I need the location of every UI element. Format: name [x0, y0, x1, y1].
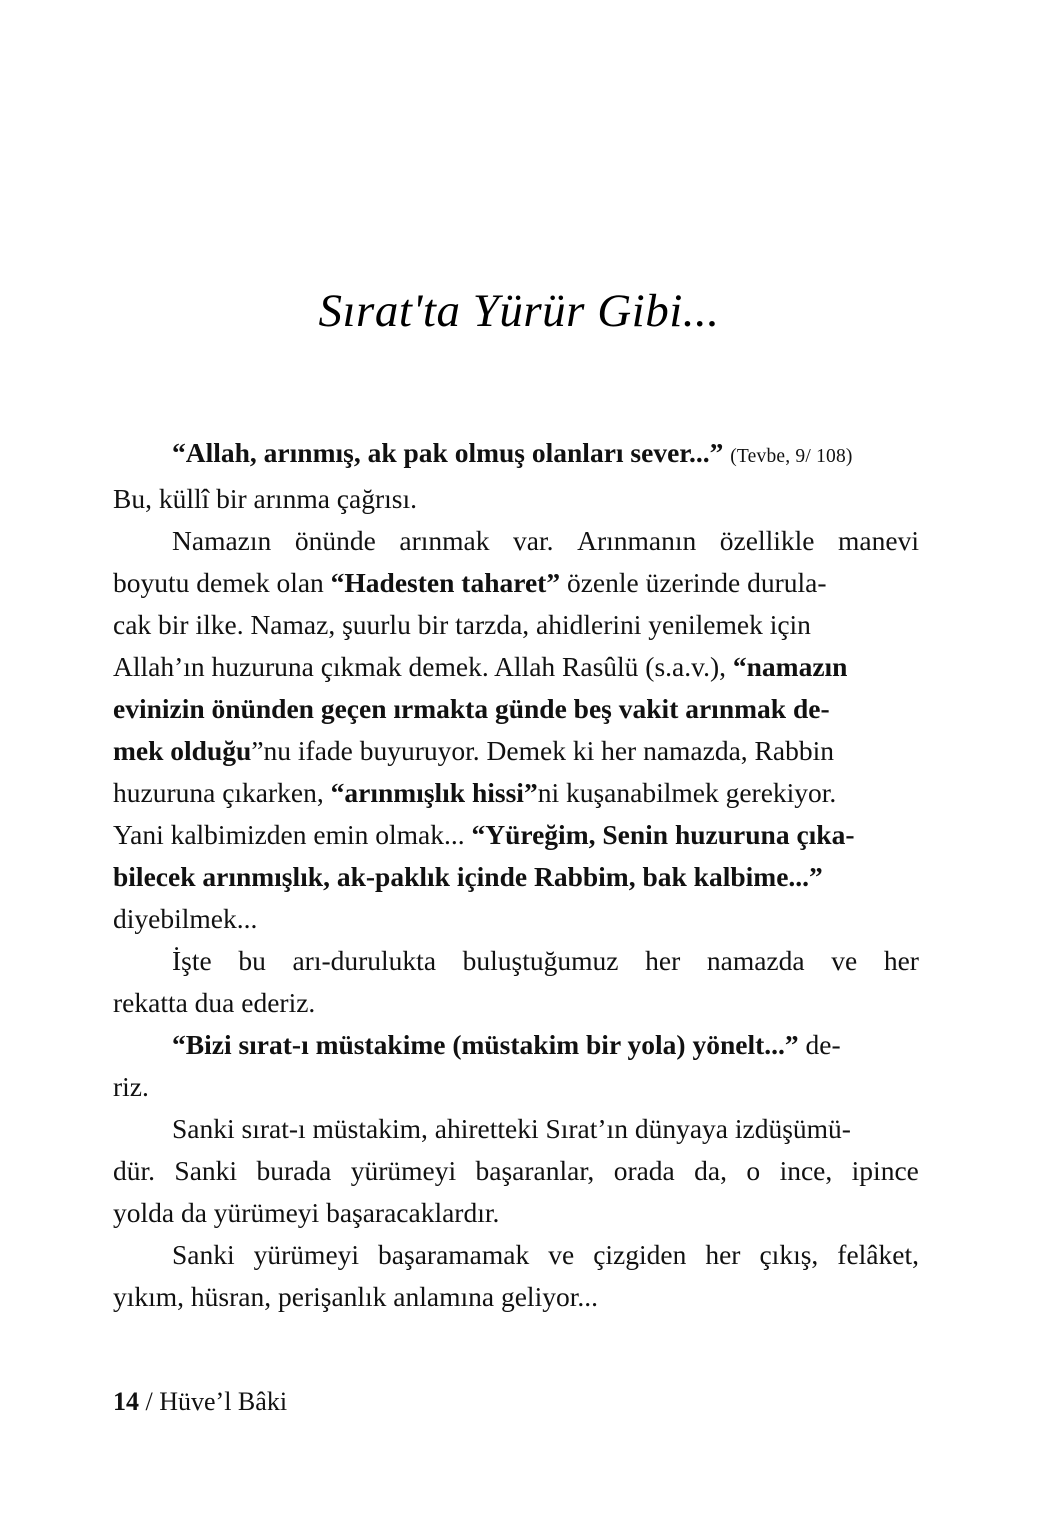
- paragraph-ari-duruluk: [113, 940, 919, 1024]
- text-line: cak bir ilke. Namaz, şuurlu bir tarzda, ahidlerini yenilemek için: [113, 609, 811, 640]
- text-line: dür. Sanki burada yürümeyi başaranlar, orada da, o ince, ipince: [113, 1155, 919, 1186]
- footer-separator: /: [139, 1387, 160, 1416]
- paragraph-sirat-izdusum: [113, 1108, 919, 1234]
- text-line: huzuruna çıkarken, “arınmışlık hissi”ni kuşanabilmek gerekiyor.: [113, 777, 837, 808]
- paragraph-fatiha-quote: [113, 1024, 919, 1108]
- body-text-block: [113, 432, 919, 1318]
- text-line: evinizin önünden geçen ırmakta günde beş vakit arınmak de-: [113, 693, 830, 724]
- text-line: riz.: [113, 1071, 149, 1102]
- text-line: Namazın önünde arınmak var. Arınmanın özellikle manevi: [172, 525, 919, 556]
- text-line: Bu, küllî bir arınma çağrısı.: [113, 483, 417, 514]
- text-line: mek olduğu”nu ifade buyuruyor. Demek ki her namazda, Rabbin: [113, 735, 834, 766]
- emphasis-hadith-start: “namazın: [732, 651, 848, 682]
- text-line: rekatta dua ederiz.: [113, 987, 316, 1018]
- text-line: Sanki yürümeyi başaramamak ve çizgiden her çıkış, felâket,: [172, 1239, 919, 1270]
- emphasis-hadesten-taharet: “Hadesten taharet”: [330, 567, 561, 598]
- chapter-title: Sırat'ta Yürür Gibi...: [318, 285, 720, 338]
- text-line: diyebilmek...: [113, 903, 258, 934]
- book-title: Hüve’l Bâki: [159, 1387, 288, 1416]
- text-line: bilecek arınmışlık, ak-paklık içinde Rabbim, bak kalbime...”: [113, 861, 823, 892]
- emphasis-fatiha-quote: “Bizi sırat-ı müstakime (müstakim bir yola) yönelt...”: [172, 1029, 799, 1060]
- emphasis-hadith-end: mek olduğu: [113, 735, 252, 766]
- text-line: “Bizi sırat-ı müstakime (müstakim bir yola) yönelt...” de-: [172, 1029, 841, 1060]
- paragraph-arinmak: [113, 520, 919, 940]
- verse-quote: “Allah, arınmış, ak pak olmuş olanları sever...”: [172, 437, 724, 468]
- page-footer: [113, 1385, 287, 1419]
- text-line: Yani kalbimizden emin olmak... “Yüreğim, Senin huzuruna çıka-: [113, 819, 855, 850]
- text-line: boyutu demek olan “Hadesten taharet” özenle üzerinde durula-: [113, 567, 827, 598]
- text-line: Allah’ın huzuruna çıkmak demek. Allah Rasûlü (s.a.v.), “namazın: [113, 651, 848, 682]
- emphasis-arinmislik-hissi: “arınmışlık hissi”: [330, 777, 538, 808]
- text-line: İşte bu arı-durulukta buluştuğumuz her namazda ve her: [172, 945, 919, 976]
- verse-citation: (Tevbe, 9/ 108): [730, 446, 853, 467]
- paragraph-opening-verse: [113, 432, 919, 520]
- page-number: 14: [113, 1387, 139, 1416]
- text-line: Sanki sırat-ı müstakim, ahiretteki Sırat’ın dünyaya izdüşümü-: [172, 1113, 851, 1144]
- paragraph-felaket: [113, 1234, 919, 1318]
- emphasis-prayer-start: “Yüreğim, Senin huzuruna çıka-: [471, 819, 855, 850]
- text-line: [113, 432, 919, 478]
- text-line: yıkım, hüsran, perişanlık anlamına geliyor...: [113, 1281, 598, 1312]
- text-line: yolda da yürümeyi başaracaklardır.: [113, 1197, 500, 1228]
